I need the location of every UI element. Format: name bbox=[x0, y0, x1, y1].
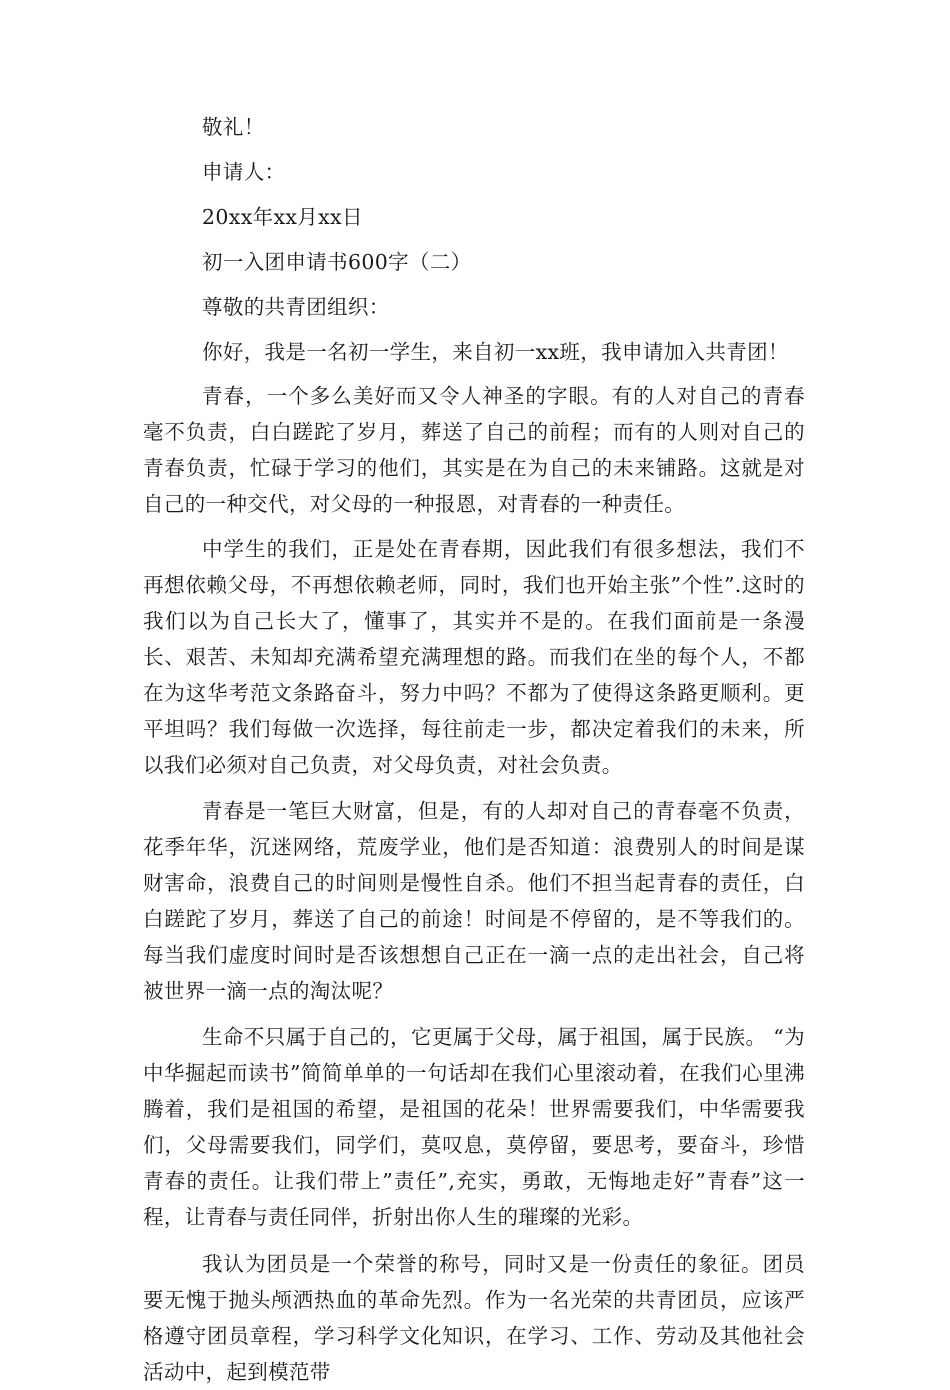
salutation: 尊敬的共青团组织： bbox=[202, 295, 390, 319]
body-paragraph: 生命不只属于自己的，它更属于父母，属于祖国，属于民族。 “为中华掘起而读书”简简单单的一句话却在我们心里滚动着，在我们心里沸腾着，我们是祖国的希望，是祖国的花朵！世界需要我们，中华需要我们，父母需要我们，同学们，莫叹息，莫停留，要思考，要奋斗，珍惜青春的责任。让我们带上”责任”,充实，勇敢，无悔地走好”青春”这一程，让青春与责任同伴，折射出你人生的璀璨的光彩。 bbox=[143, 1025, 805, 1229]
section-title: 初一入团申请书600字（二） bbox=[202, 250, 472, 274]
closing-line: 敬礼！ bbox=[202, 115, 265, 139]
body-paragraph: 我认为团员是一个荣誉的称号，同时又是一份责任的象征。团员要无愧于抛头颅洒热血的革命先烈。作为一名光荣的共青团员，应该严格遵守团员章程，学习科学文化知识，在学习、工作、劳动及其他社会活动中，起到模范带 bbox=[143, 1252, 805, 1384]
letter-body bbox=[143, 112, 805, 1390]
body-paragraph: 青春，一个多么美好而又令人神圣的字眼。有的人对自己的青春毫不负责，白白蹉跎了岁月，葬送了自己的前程；而有的人则对自己的青春负责，忙碌于学习的他们，其实是在为自己的未来铺路。这就是对自己的一种交代，对父母的一种报恩，对青春的一种责任。 bbox=[143, 384, 805, 516]
date-line: 20xx年xx月xx日 bbox=[202, 205, 363, 229]
applicant-label: 申请人： bbox=[202, 160, 286, 184]
intro-line: 你好，我是一名初一学生，来自初一xx班，我申请加入共青团！ bbox=[202, 340, 789, 364]
body-paragraph: 中学生的我们，正是处在青春期，因此我们有很多想法，我们不再想依赖父母，不再想依赖老师，同时，我们也开始主张”个性”.这时的我们以为自己长大了，懂事了，其实并不是的。在我们面前是一条漫长、艰苦、未知却充满希望充满理想的路。而我们在坐的每个人，不都在为这华考范文条路奋斗，努力中吗？不都为了使得这条路更顺利。更平坦吗？我们每做一次选择，每往前走一步，都决定着我们的未来，所以我们必须对自己负责，对父母负责，对社会负责。 bbox=[143, 537, 805, 777]
body-paragraph: 青春是一笔巨大财富，但是，有的人却对自己的青春毫不负责，花季年华，沉迷网络，荒废学业，他们是否知道：浪费别人的时间是谋财害命，浪费自己的时间则是慢性自杀。他们不担当起青春的责任，白白蹉跎了岁月，葬送了自己的前途！时间是不停留的，是不等我们的。每当我们虚度时间时是否该想想自己正在一滴一点的走出社会，自己将被世界一滴一点的淘汰呢？ bbox=[143, 799, 805, 1003]
